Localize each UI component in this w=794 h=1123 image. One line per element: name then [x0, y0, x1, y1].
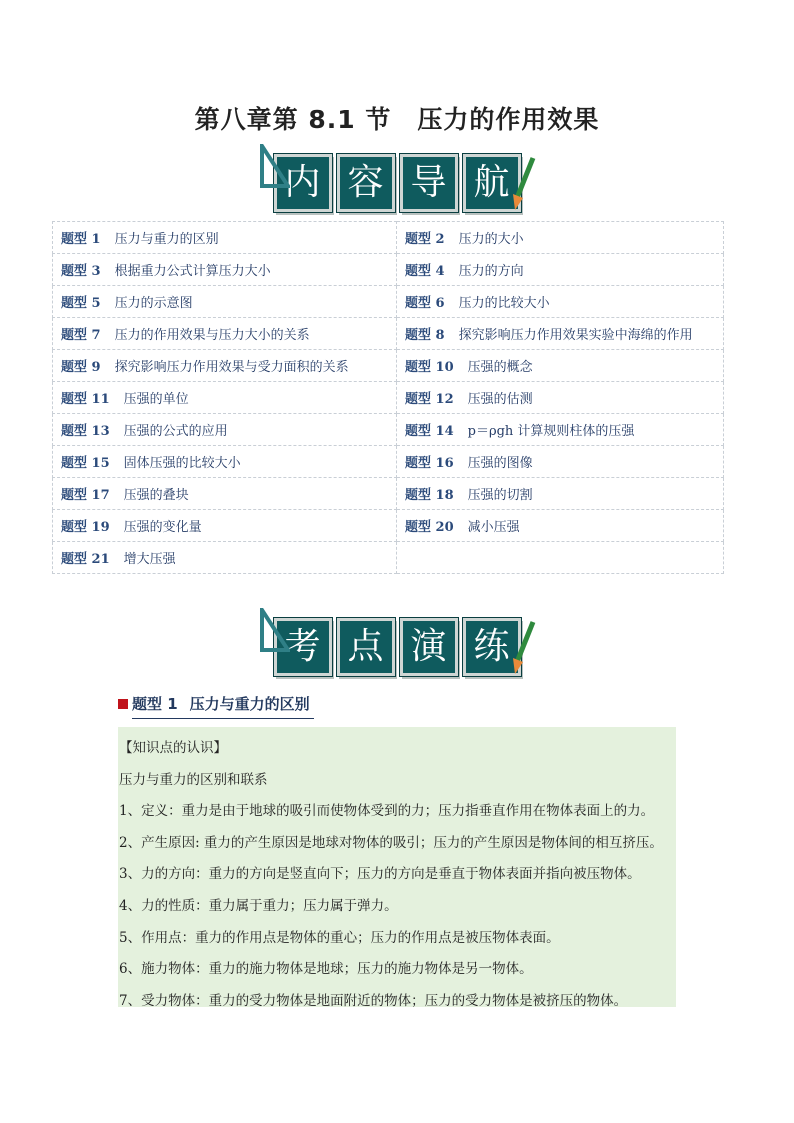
nav-row: [53, 254, 724, 286]
pencil-icon: [507, 618, 539, 678]
banner-tile: 点: [337, 618, 395, 676]
topic-link[interactable]: 探究影响压力作用效果与受力面积的关系: [114, 360, 349, 375]
nav-cell[interactable]: [53, 350, 397, 382]
topic-link[interactable]: 压力的示意图: [114, 296, 193, 311]
section-title: 压力与重力的区别: [189, 695, 310, 713]
topic-link[interactable]: 减小压强: [467, 520, 520, 535]
banner-tile: 导: [400, 154, 458, 212]
nav-cell[interactable]: [53, 478, 397, 510]
nav-cell[interactable]: [397, 318, 724, 350]
nav-row: [53, 382, 724, 414]
knowledge-line: 6、施力物体：重力的施力物体是地球；压力的施力物体是另一物体。: [119, 961, 533, 978]
banner-content-navigation: [0, 154, 794, 212]
topic-link[interactable]: 压强的叠块: [123, 488, 189, 503]
banner-tile: 航: [463, 154, 521, 212]
heading-underline: [132, 718, 314, 719]
nav-cell: [397, 542, 724, 574]
nav-row: [53, 414, 724, 446]
nav-row: [53, 318, 724, 350]
topic-number[interactable]: 题型 4: [405, 264, 445, 279]
nav-cell[interactable]: [53, 510, 397, 542]
knowledge-line: 4、力的性质：重力属于重力；压力属于弹力。: [119, 897, 398, 914]
banner-exam-practice: [0, 618, 794, 676]
nav-cell[interactable]: [397, 350, 724, 382]
nav-cell[interactable]: [397, 478, 724, 510]
topic-link[interactable]: p＝ρgh 计算规则柱体的压强: [467, 424, 635, 439]
topic-link[interactable]: 压强的图像: [467, 456, 533, 471]
topic-number[interactable]: 题型 9: [61, 360, 101, 375]
topic-number[interactable]: 题型 2: [405, 232, 445, 247]
knowledge-box: [118, 727, 676, 1007]
nav-cell[interactable]: [53, 254, 397, 286]
nav-cell[interactable]: [397, 414, 724, 446]
nav-row: [53, 542, 724, 574]
banner-tile: 考: [274, 618, 332, 676]
topic-number[interactable]: 题型 18: [405, 488, 454, 503]
topic-number[interactable]: 题型 14: [405, 424, 454, 439]
topic-number[interactable]: 题型 5: [61, 296, 101, 311]
knowledge-line: 1、定义：重力是由于地球的吸引而使物体受到的力；压力指垂直作用在物体表面上的力。: [119, 803, 655, 820]
topic-number[interactable]: 题型 6: [405, 296, 445, 311]
topic-link[interactable]: 压强的单位: [123, 392, 189, 407]
topic-link[interactable]: 压强的切割: [467, 488, 533, 503]
topic-link[interactable]: 压强的估测: [467, 392, 533, 407]
topic-number[interactable]: 题型 17: [61, 488, 110, 503]
nav-row: [53, 350, 724, 382]
topic-link[interactable]: 压强的概念: [467, 360, 533, 375]
topic-link[interactable]: 压强的公式的应用: [123, 424, 228, 439]
document-title: 第八章第 8.1 节 压力的作用效果: [194, 105, 600, 134]
knowledge-line: 【知识点的认识】: [119, 740, 227, 756]
nav-row: [53, 510, 724, 542]
knowledge-line: 7、受力物体：重力的受力物体是地面附近的物体；压力的受力物体是被挤压的物体。: [119, 992, 628, 1009]
nav-row: [53, 478, 724, 510]
topic-number[interactable]: 题型 1: [61, 232, 101, 247]
section-number: 题型 1: [132, 695, 178, 713]
topic-link[interactable]: 压力与重力的区别: [114, 232, 219, 247]
banner-tile: 演: [400, 618, 458, 676]
knowledge-line: 5、作用点：重力的作用点是物体的重心；压力的作用点是被压物体表面。: [119, 929, 560, 946]
topic-link[interactable]: 根据重力公式计算压力大小: [114, 264, 271, 279]
knowledge-line: 压力与重力的区别和联系: [119, 771, 268, 788]
topic-link[interactable]: 压力的作用效果与压力大小的关系: [114, 328, 310, 343]
red-square-marker-icon: [118, 699, 128, 709]
topic-link[interactable]: 压力的方向: [458, 264, 524, 279]
topic-number[interactable]: 题型 8: [405, 328, 445, 343]
topic-number[interactable]: 题型 15: [61, 456, 110, 471]
knowledge-line: 3、力的方向：重力的方向是竖直向下；压力的方向是垂直于物体表面并指向被压物体。: [119, 866, 641, 883]
topic-number[interactable]: 题型 20: [405, 520, 454, 535]
nav-cell[interactable]: [397, 382, 724, 414]
topic-number[interactable]: 题型 19: [61, 520, 110, 535]
topic-navigation-table: [52, 221, 724, 574]
topic-link[interactable]: 压强的变化量: [123, 520, 202, 535]
banner-tile: 内: [274, 154, 332, 212]
pencil-icon: [507, 154, 539, 214]
banner-tile: 练: [463, 618, 521, 676]
nav-cell[interactable]: [397, 446, 724, 478]
topic-number[interactable]: 题型 13: [61, 424, 110, 439]
knowledge-line: 2、产生原因: 重力的产生原因是地球对物体的吸引；压力的产生原因是物体间的相互挤压。: [119, 834, 663, 851]
banner-tile: 容: [337, 154, 395, 212]
nav-row: [53, 446, 724, 478]
topic-number[interactable]: 题型 10: [405, 360, 454, 375]
topic-number[interactable]: 题型 12: [405, 392, 454, 407]
nav-cell[interactable]: [53, 222, 397, 254]
topic-number[interactable]: 题型 7: [61, 328, 101, 343]
triangle-ruler-icon: [260, 608, 290, 652]
topic-number[interactable]: 题型 16: [405, 456, 454, 471]
triangle-ruler-icon: [260, 144, 290, 188]
topic-number[interactable]: 题型 21: [61, 552, 110, 567]
nav-cell[interactable]: [397, 254, 724, 286]
topic-link[interactable]: 探究影响压力作用效果实验中海绵的作用: [458, 328, 693, 343]
topic-link[interactable]: 增大压强: [123, 552, 176, 567]
nav-cell[interactable]: [53, 446, 397, 478]
nav-cell[interactable]: [53, 286, 397, 318]
topic-number[interactable]: 题型 3: [61, 264, 101, 279]
nav-cell[interactable]: [53, 414, 397, 446]
topic-link[interactable]: 压力的大小: [458, 232, 524, 247]
nav-cell[interactable]: [397, 222, 724, 254]
nav-cell[interactable]: [53, 318, 397, 350]
section-heading: [118, 693, 310, 714]
nav-cell[interactable]: [53, 382, 397, 414]
topic-link[interactable]: 固体压强的比较大小: [123, 456, 241, 471]
nav-cell[interactable]: [53, 542, 397, 574]
nav-row: [53, 222, 724, 254]
topic-number[interactable]: 题型 11: [61, 392, 110, 407]
nav-cell[interactable]: [397, 286, 724, 318]
nav-cell[interactable]: [397, 510, 724, 542]
topic-link[interactable]: 压力的比较大小: [458, 296, 550, 311]
nav-row: [53, 286, 724, 318]
